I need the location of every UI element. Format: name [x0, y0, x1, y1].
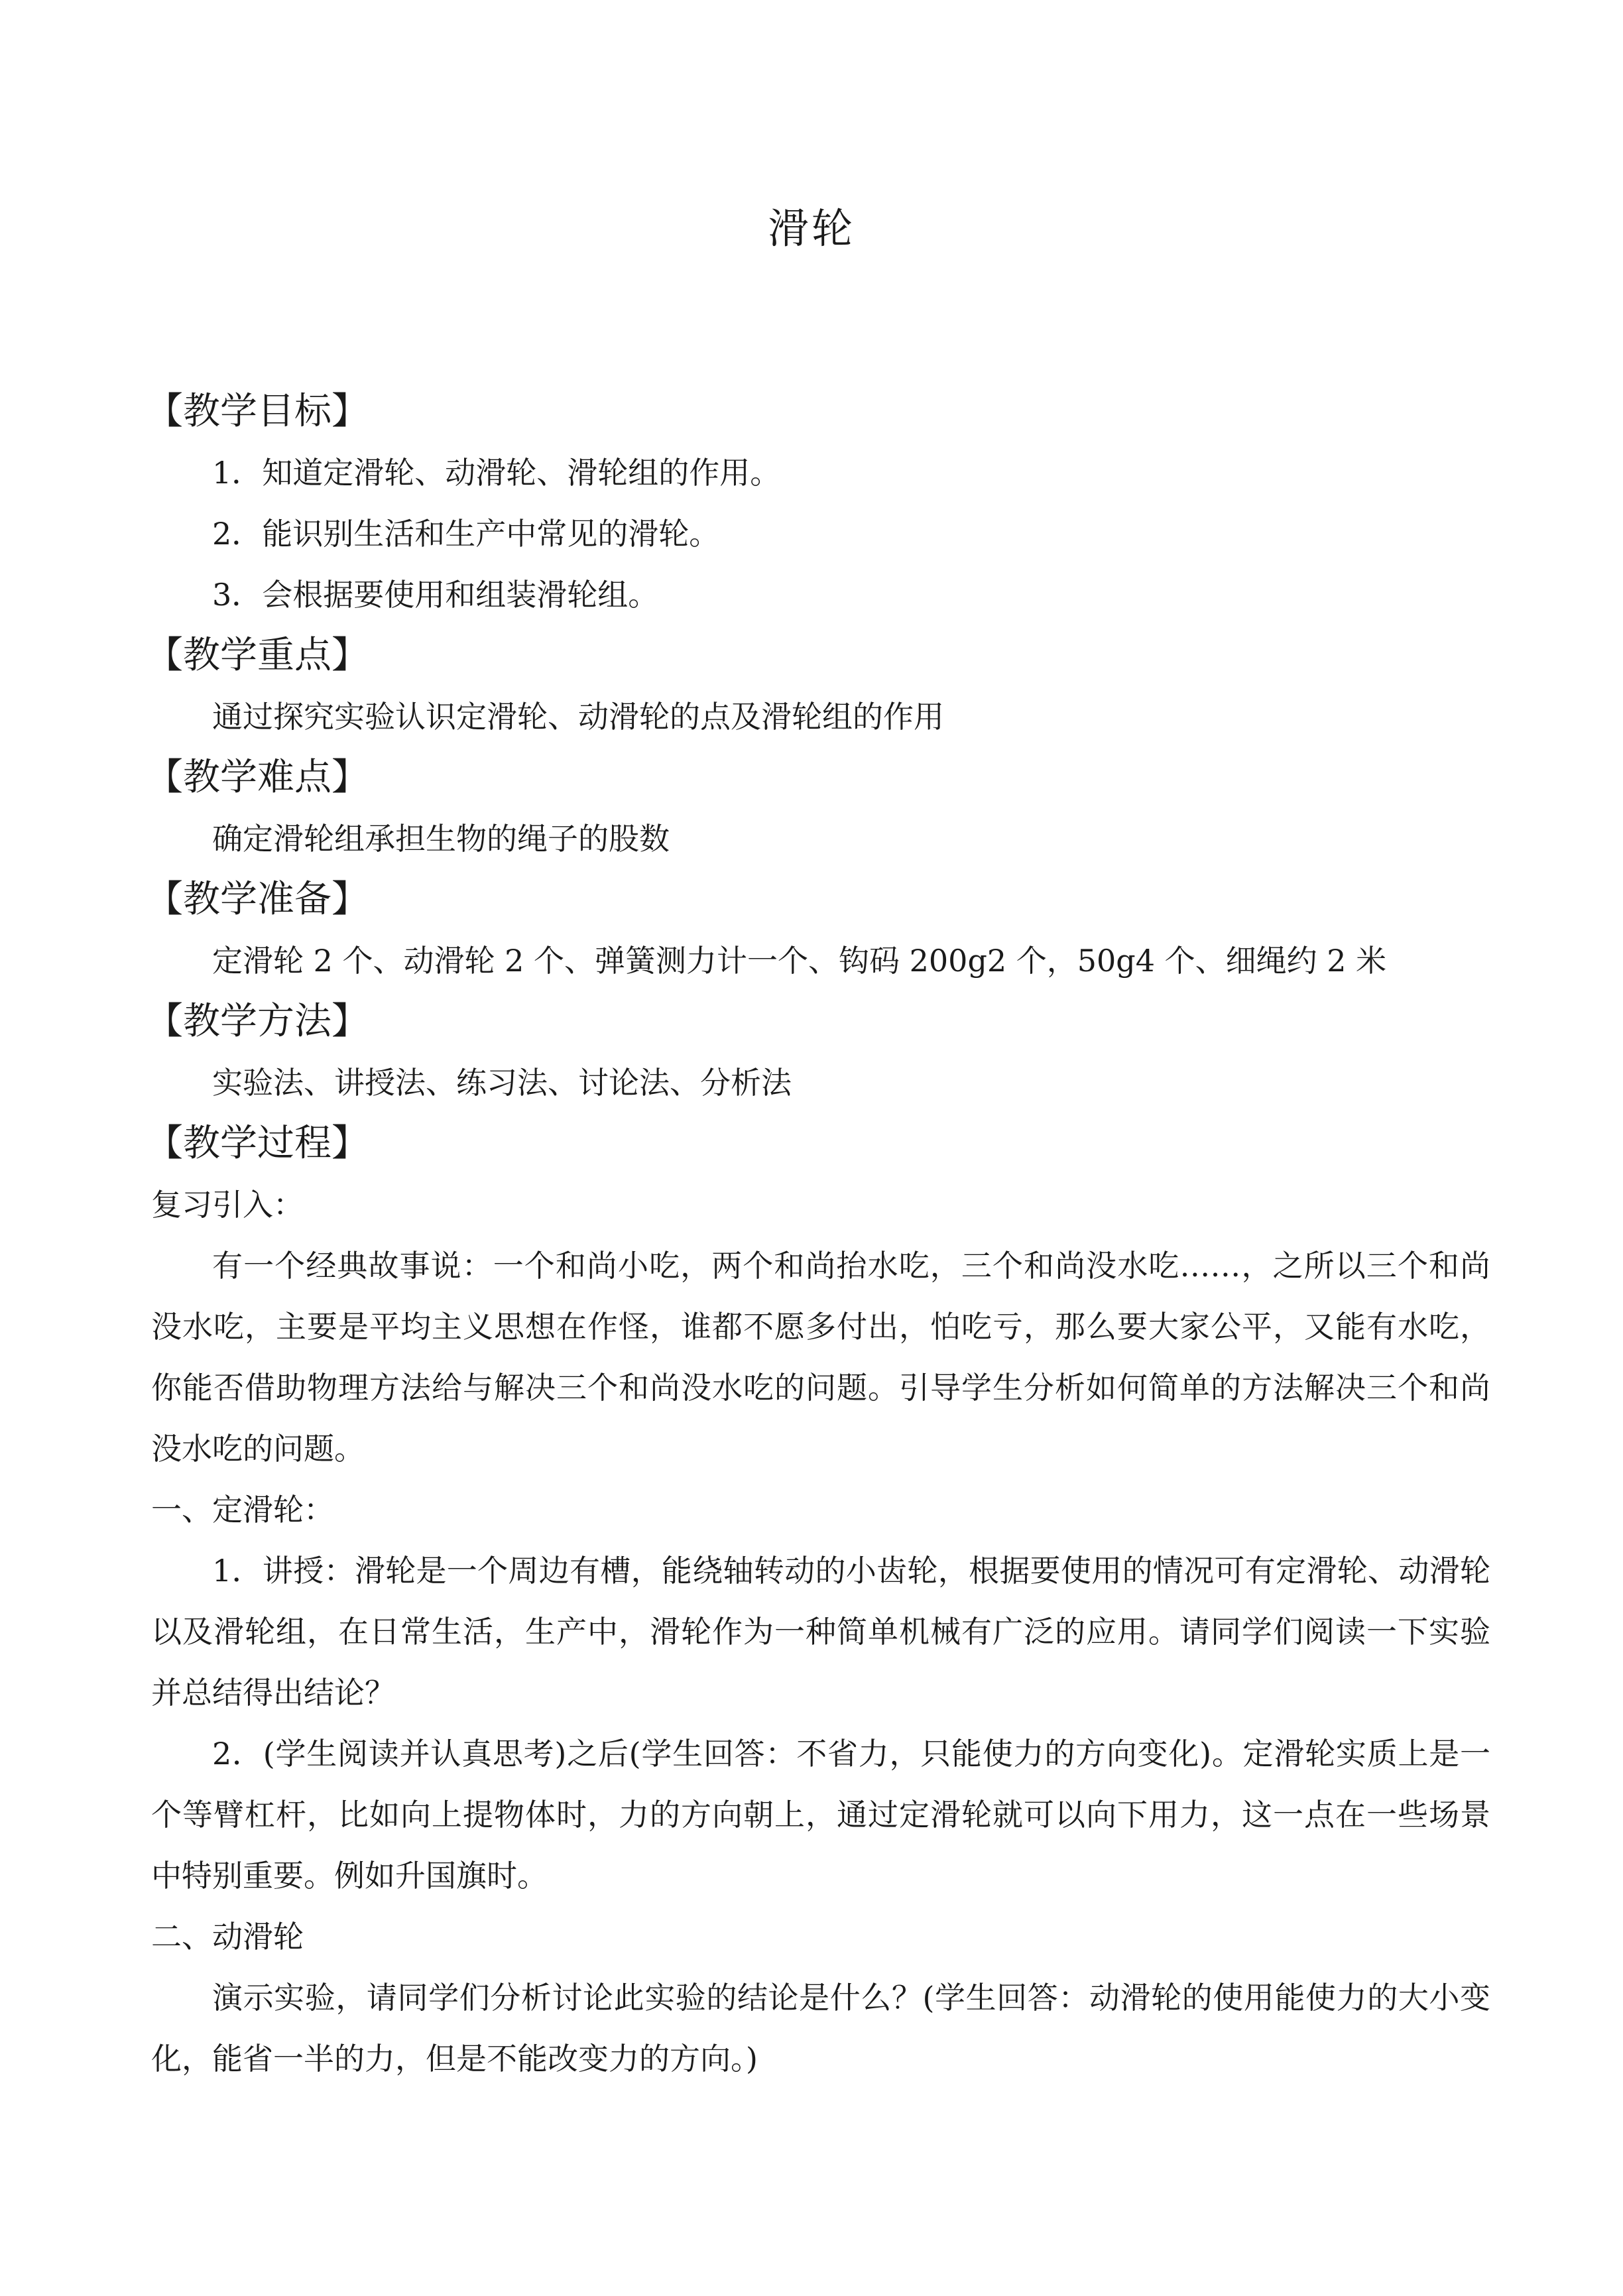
part1-label: 一、定滑轮： [151, 1492, 334, 1528]
objective-item: 1．知道定滑轮、动滑轮、滑轮组的作用。 [212, 455, 781, 491]
heading-difficulties: 【教学难点】 [146, 756, 369, 799]
document-body [146, 381, 1490, 2089]
document-title: 滑轮 [767, 204, 855, 253]
key-points-text: 通过探究实验认识定滑轮、动滑轮的点及滑轮组的作用 [212, 699, 944, 735]
part1-paragraph-2: 2．(学生阅读并认真思考)之后(学生回答：不省力，只能使力的方向变化)。定滑轮实质上是一个等臂杠杆，比如向上提物体时，力的方向朝上，通过定滑轮就可以向下用力，这一点在一些场景中特别重要。例如升国旗时。 [151, 1736, 1490, 1894]
heading-methods: 【教学方法】 [146, 1000, 369, 1043]
methods-text: 实验法、讲授法、练习法、讨论法、分析法 [212, 1065, 792, 1101]
heading-key-points: 【教学重点】 [146, 634, 369, 677]
intro-paragraph: 有一个经典故事说：一个和尚小吃，两个和尚抬水吃，三个和尚没水吃……，之所以三个和尚没水吃，主要是平均主义思想在作怪，谁都不愿多付出，怕吃亏，那么要大家公平，又能有水吃，你能否借助物理方法给与解决三个和尚没水吃的问题。引导学生分析如何简单的方法解决三个和尚没水吃的问题。 [151, 1248, 1490, 1467]
part1-paragraph-1: 1．讲授：滑轮是一个周边有槽，能绕轴转动的小齿轮，根据要使用的情况可有定滑轮、动滑轮以及滑轮组，在日常生活，生产中，滑轮作为一种简单机械有广泛的应用。请同学们阅读一下实验并总结得出结论？ [151, 1553, 1490, 1711]
heading-objectives: 【教学目标】 [146, 390, 369, 433]
heading-preparation: 【教学准备】 [146, 878, 369, 921]
difficulties-text: 确定滑轮组承担生物的绳子的股数 [212, 821, 670, 857]
objective-item: 3．会根据要使用和组装滑轮组。 [212, 577, 659, 613]
part2-paragraph-1: 演示实验，请同学们分析讨论此实验的结论是什么？(学生回答：动滑轮的使用能使力的大小变化，能省一半的力，但是不能改变力的方向。) [151, 1980, 1490, 2077]
preparation-text: 定滑轮 2 个、动滑轮 2 个、弹簧测力计一个、钩码 200g2 个，50g4 个、细绳约 2 米 [212, 943, 1387, 979]
intro-label: 复习引入： [151, 1187, 304, 1223]
heading-process: 【教学过程】 [146, 1122, 369, 1165]
part2-label: 二、动滑轮 [151, 1919, 304, 1955]
objective-item: 2．能识别生活和生产中常见的滑轮。 [212, 516, 720, 552]
